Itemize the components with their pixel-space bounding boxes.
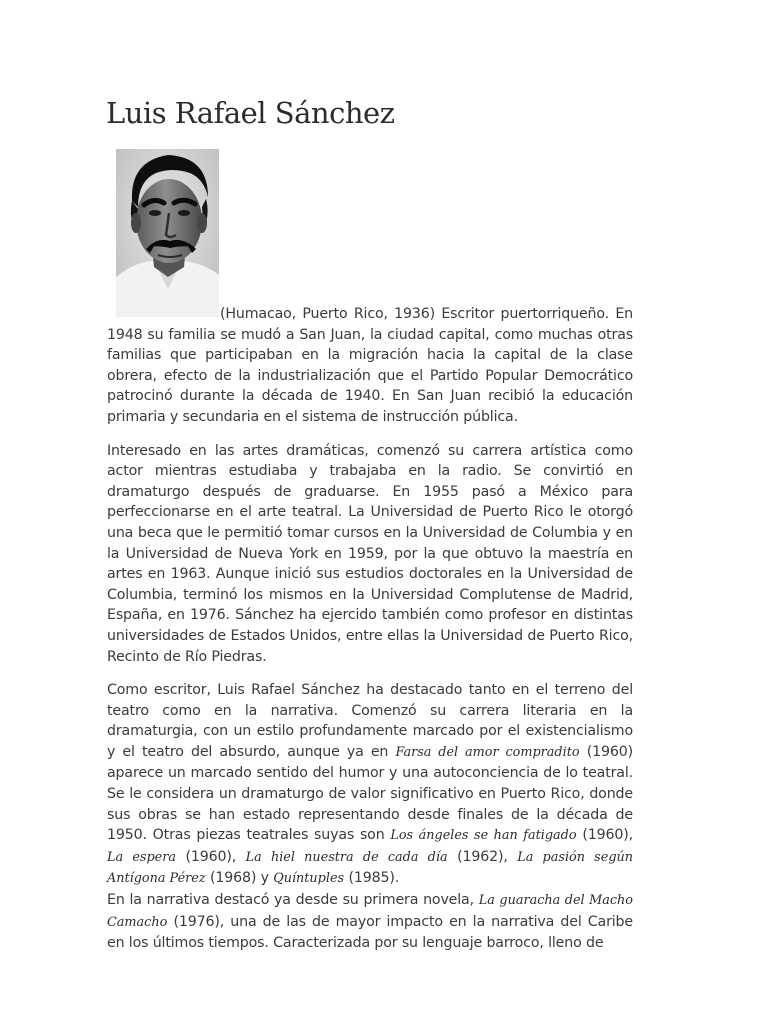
work-title: La espera — [107, 849, 176, 865]
work-title: La guaracha del Macho Camacho — [107, 893, 633, 930]
paragraph-2: Interesado en las artes dramáticas, comenzó su carrera artística como actor mientras estudiaba y trabajaba en la radio. Se convirtió en dramaturgo después de graduarse. En 1955 pasó a México para perfeccionarse en el arte teatral. La Universidad de Puerto Rico le otorgó una beca que le permitió tomar cursos en la Universidad de Columbia y en la Universidad de Nueva York en 1959, por la que obtuvo la maestría en artes en 1963. Aunque inició sus estudios doctorales en la Universidad de Columbia, terminó los mismos en la Universidad Complutense de Madrid, España, en 1976. Sánchez ha ejercido también como profesor en distintas universidades de Estados Unidos, entre ellas la Universidad de Puerto Rico, Recinto de Río Piedras. — [107, 442, 633, 665]
work-title: Los ángeles se han fatigado — [390, 828, 577, 844]
paragraph-3-text: (1985). — [344, 870, 400, 887]
paragraph-3-text: (1962), — [447, 848, 518, 865]
work-title: Farsa del amor compradito — [395, 744, 580, 760]
work-title: La pasión según Antígona Pérez — [107, 849, 633, 887]
paragraph-3-text: (1960), — [175, 848, 246, 865]
paragraph-4-text: (1976), una de las de mayor impacto en la narrativa del Caribe en los últimos tiempos. Caracterizada por su lenguaje barroco, lleno de — [107, 913, 633, 952]
paragraph-4 — [107, 890, 633, 954]
paragraph-3-text: Como escritor, Luis Rafael Sánchez ha destacado tanto en el terreno del teatro como en la narrativa. Comenzó su carrera literaria en la dramaturgia, con un estilo profundamente marcado por el existencialismo y el teatro del absurdo, aunque ya en — [107, 682, 633, 760]
biography-text — [107, 304, 633, 954]
paragraph-4-text: En la narrativa destacó ya desde su primera novela, — [107, 892, 479, 909]
author-portrait — [116, 149, 219, 317]
author-portrait-image — [116, 149, 219, 317]
work-title: Quíntuples — [273, 871, 345, 887]
paragraph-1: (Humacao, Puerto Rico, 1936) Escritor puertorriqueño. En 1948 su familia se mudó a San Juan, la ciudad capital, como muchas otras familias que participaban en la migración hacia la capital de la clase obrera, efecto de la industrialización que el Partido Popular Democrático patrocinó durante la década de 1940. En San Juan recibió la educación primaria y secundaria en el sistema de instrucción pública. — [107, 306, 633, 425]
work-title: La hiel nuestra de cada día — [245, 849, 448, 865]
paragraph-3-text: (1960), — [576, 827, 634, 844]
paragraph-3-text: (1968) y — [205, 870, 274, 887]
page-title: Luis Rafael Sánchez — [106, 96, 395, 130]
paragraph-3-text: (1960) aparece un marcado sentido del humor y una autoconciencia de lo teatral. Se le considera un dramaturgo de valor significativo en Puerto Rico, donde sus obras se han estado representando desde finales de la década de 1950. Otras piezas teatrales suyas son — [107, 743, 633, 844]
paragraph-3 — [107, 680, 633, 890]
